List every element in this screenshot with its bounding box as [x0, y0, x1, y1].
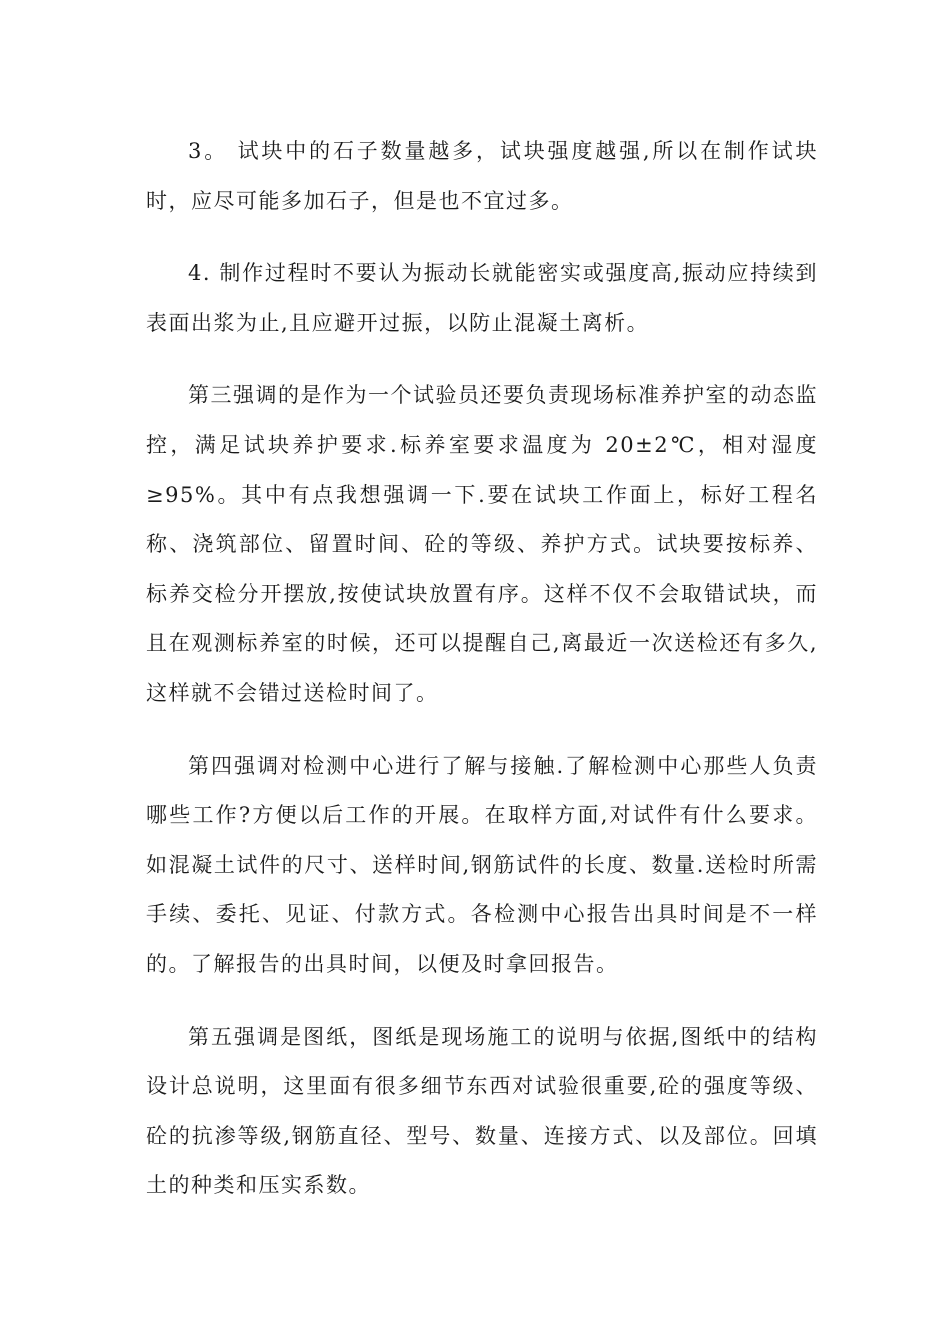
paragraph-fourth-emphasis: 第四强调对检测中心进行了解与接触.了解检测中心那些人负责哪些工作?方便以后工作的开展。在取样方面,对试件有什么要求。如混凝土试件的尺寸、送样时间,钢筋试件的长度、数量.送检时所需手续、委托、见证、付款方式。各检测中心报告出具时间是不一样的。了解报告的出具时间，以便及时拿回报告。	[146, 753, 818, 976]
paragraph-point-3: 3。 试块中的石子数量越多，试块强度越强,所以在制作试块时，应尽可能多加石子，但是也不宜过多。	[146, 139, 818, 213]
paragraph-point-4: 4. 制作过程时不要认为振动长就能密实或强度高,振动应持续到表面出浆为止,且应避开过振，以防止混凝土离析。	[146, 261, 818, 335]
paragraph-fifth-emphasis: 第五强调是图纸，图纸是现场施工的说明与依据,图纸中的结构设计总说明，这里面有很多细节东西对试验很重要,砼的强度等级、砼的抗渗等级,钢筋直径、型号、数量、连接方式、以及部位。回填土的种类和压实系数。	[146, 1024, 818, 1198]
document-body	[146, 127, 818, 1211]
paragraph-third-emphasis: 第三强调的是作为一个试验员还要负责现场标准养护室的动态监控，满足试块养护要求.标养室要求温度为 20±2℃，相对湿度≥95%。其中有点我想强调一下.要在试块工作面上，标好工程名称、浇筑部位、留置时间、砼的等级、养护方式。试块要按标养、标养交检分开摆放,按使试块放置有序。这样不仅不会取错试块，而且在观测标养室的时候，还可以提醒自己,离最近一次送检还有多久,这样就不会错过送检时间了。	[146, 383, 818, 705]
